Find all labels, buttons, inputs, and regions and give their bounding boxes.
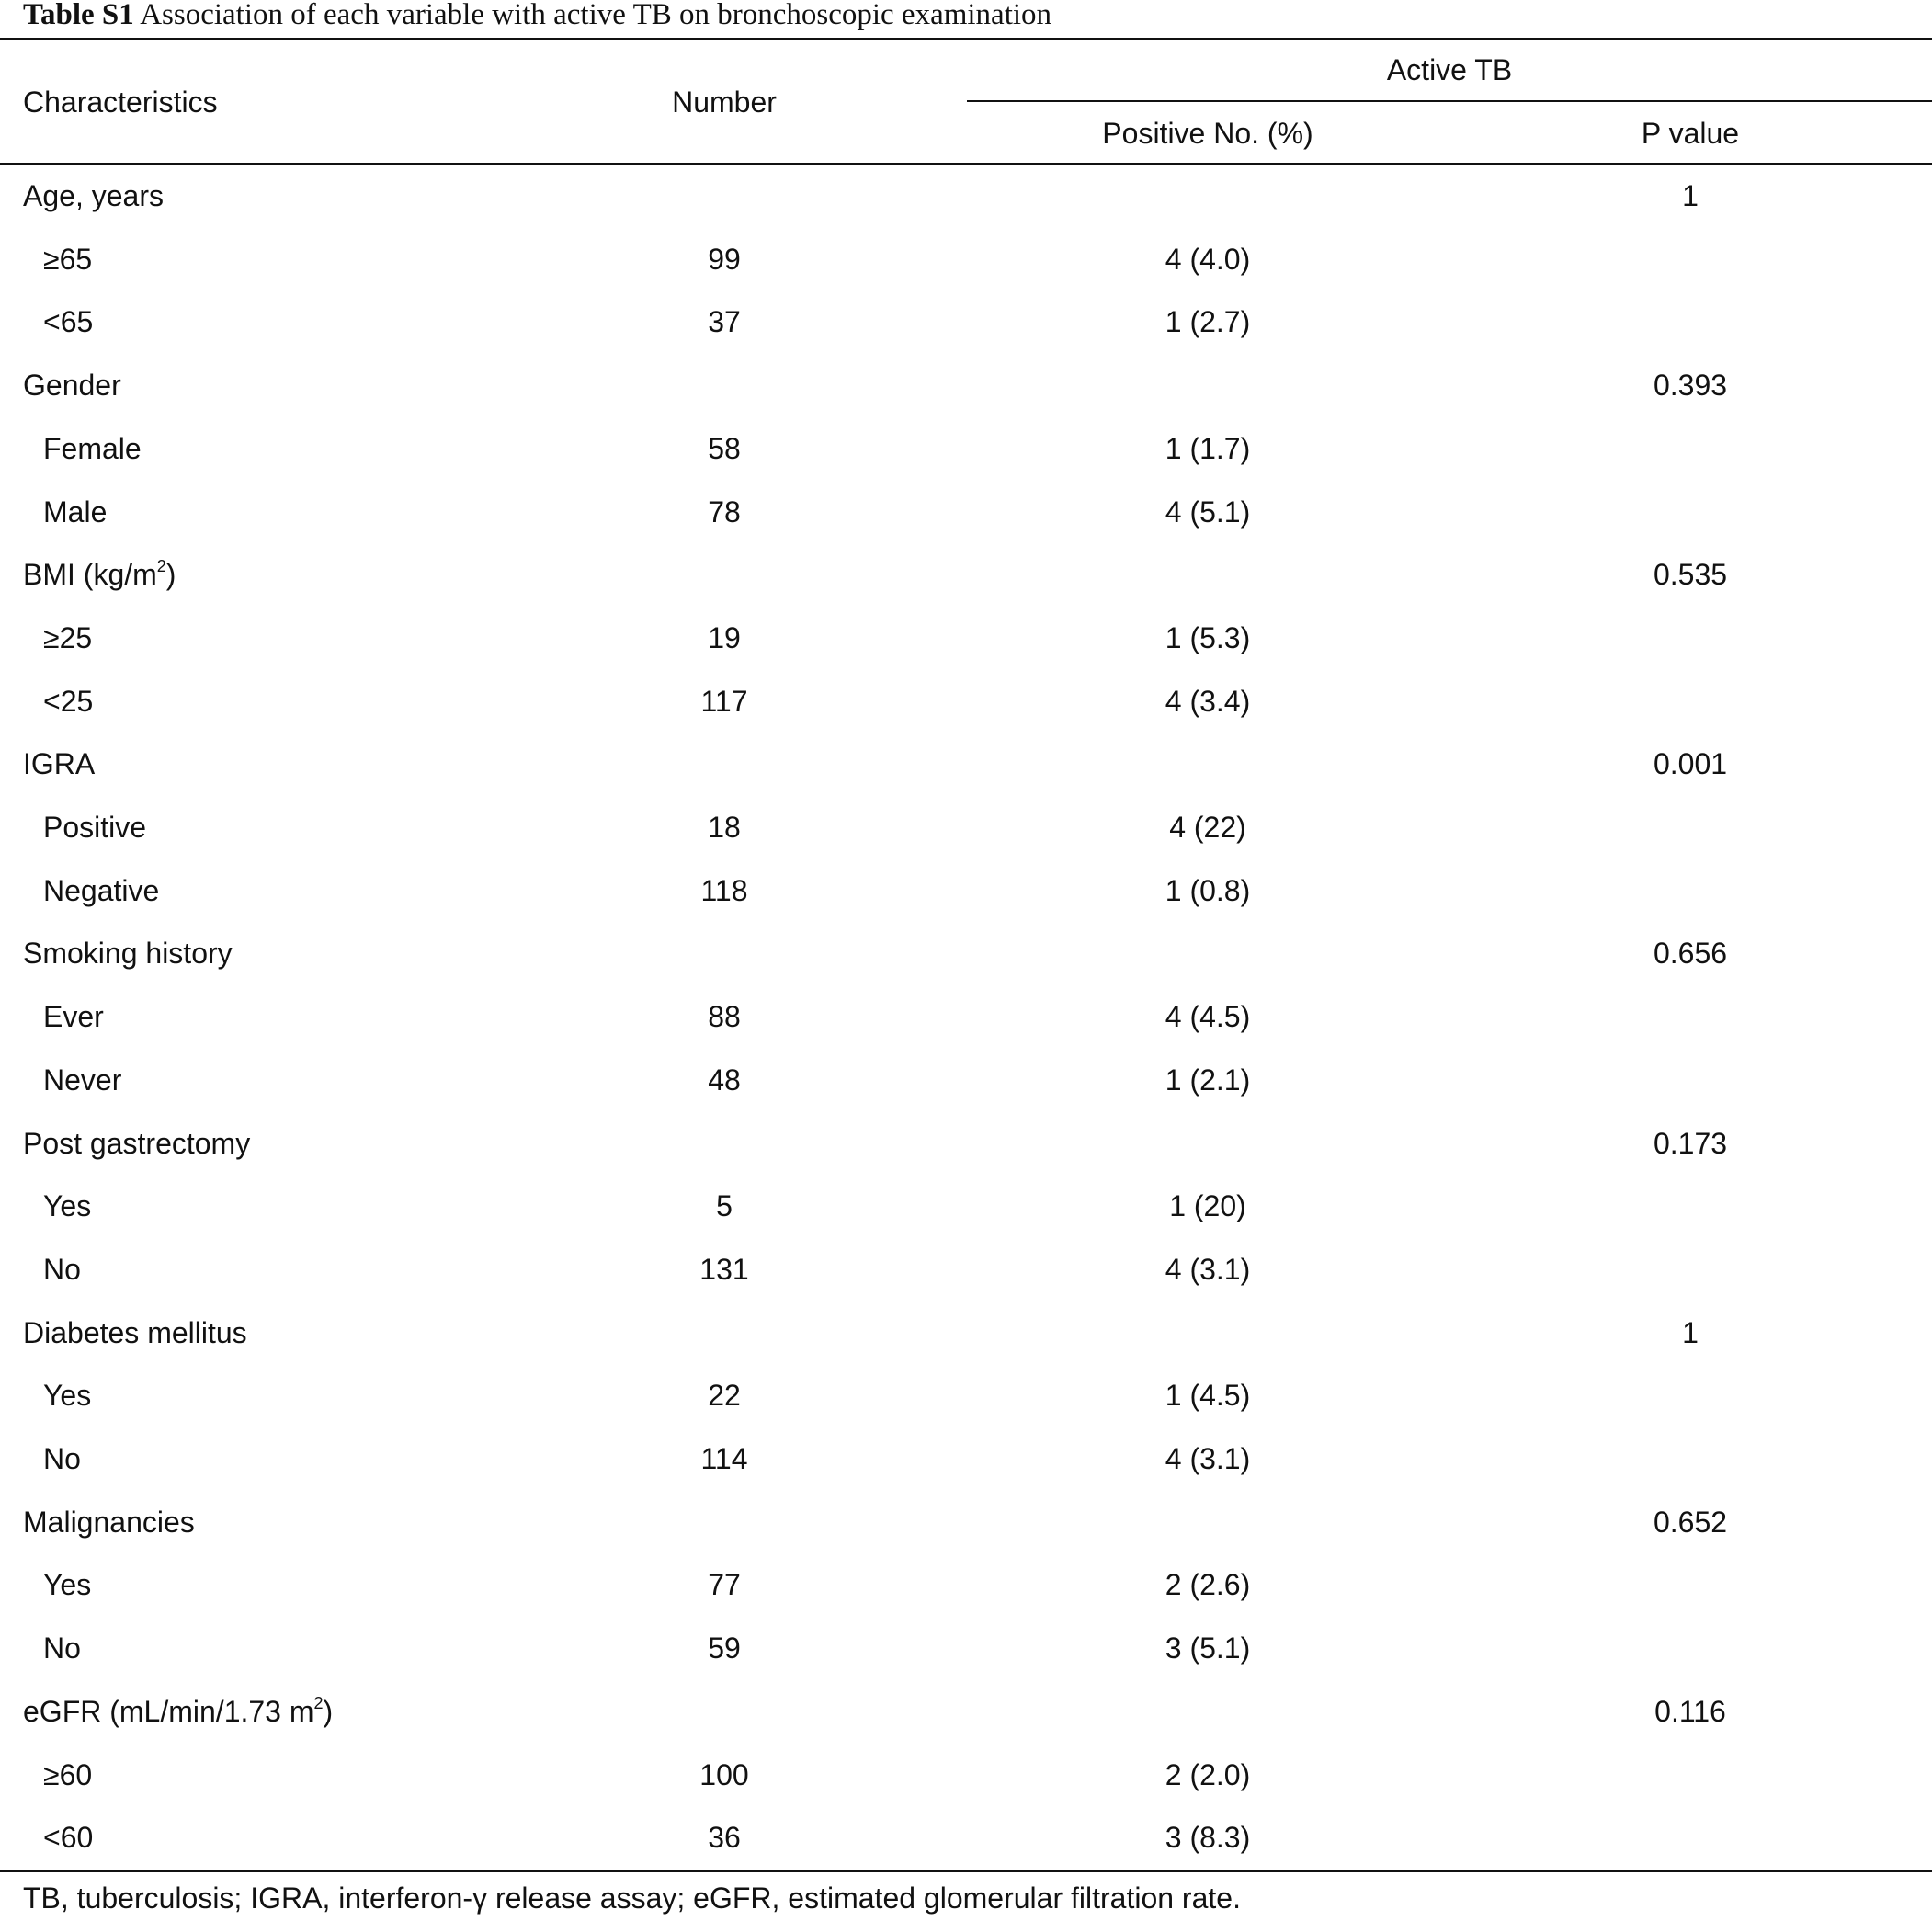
cell-number: 18 (708, 811, 741, 844)
cell-number: 5 (716, 1189, 733, 1223)
cell-positive: 3 (8.3) (1165, 1821, 1251, 1855)
cell-number: 100 (699, 1757, 749, 1791)
cell-positive: 4 (4.5) (1165, 1000, 1251, 1034)
table-row (0, 1175, 1932, 1238)
table-row-group (0, 733, 1932, 796)
cell-characteristic: Post gastrectomy (23, 1126, 251, 1160)
table-row-group (0, 922, 1932, 985)
table-row (0, 1427, 1932, 1491)
table-row (0, 1238, 1932, 1302)
cell-number (542, 733, 906, 796)
cell-characteristic: No (43, 1442, 81, 1475)
cell-p-value (1449, 1744, 1932, 1807)
cell-number: 117 (700, 684, 748, 718)
cell-number: 36 (708, 1821, 741, 1855)
cell-positive: 2 (2.6) (1165, 1568, 1251, 1602)
table-row (0, 417, 1932, 481)
cell-p-value (1449, 1175, 1932, 1238)
cell-number (542, 1302, 906, 1365)
cell-positive: 4 (3.4) (1165, 684, 1251, 718)
cell-p-value (1449, 481, 1932, 544)
cell-characteristic: eGFR (mL/min/1.73 $m^2$) (23, 1693, 334, 1728)
cell-number (542, 1112, 906, 1176)
cell-number: 131 (699, 1252, 749, 1286)
cell-positive: 3 (5.1) (1165, 1631, 1251, 1665)
cell-number (542, 922, 906, 985)
cell-p-value (1449, 796, 1932, 859)
cell-positive (967, 1302, 1449, 1365)
table-row (0, 1553, 1932, 1617)
header-p-value: P value (1641, 117, 1740, 150)
table-row-group (0, 1491, 1932, 1554)
cell-p-value (1449, 607, 1932, 670)
cell-p-value (1449, 1238, 1932, 1302)
cell-characteristic: Malignancies (23, 1505, 195, 1539)
cell-positive: 1 (0.8) (1165, 873, 1251, 907)
cell-characteristic: Diabetes mellitus (23, 1315, 247, 1349)
cell-p-value (1449, 1553, 1932, 1617)
cell-characteristic: IGRA (23, 747, 96, 781)
table-caption (23, 0, 1051, 37)
cell-number: 59 (708, 1631, 741, 1665)
cell-characteristic: Positive (43, 811, 147, 844)
cell-characteristic: Yes (43, 1379, 92, 1413)
table-row-group (0, 354, 1932, 417)
cell-p-value: 0.116 (1654, 1694, 1726, 1728)
cell-characteristic: Yes (43, 1568, 92, 1602)
table-row (0, 1364, 1932, 1427)
cell-p-value (1449, 1806, 1932, 1870)
cell-characteristic: Age, years (23, 179, 164, 212)
cell-number (542, 543, 906, 607)
cell-positive: 1 (5.3) (1165, 620, 1251, 654)
cell-characteristic: ≥60 (43, 1757, 93, 1791)
cell-p-value (1449, 290, 1932, 354)
table-row-group (0, 1302, 1932, 1365)
cell-p-value (1449, 670, 1932, 733)
table-row (0, 228, 1932, 291)
cell-p-value (1449, 1049, 1932, 1112)
table-row (0, 1617, 1932, 1680)
cell-number: 19 (708, 620, 741, 654)
cell-positive (967, 1680, 1449, 1744)
footnote: TB, tuberculosis; IGRA, interferon-γ release assay; eGFR, estimated glomerular filtration rate. (23, 1881, 1241, 1915)
cell-positive (967, 1491, 1449, 1554)
cell-positive (967, 922, 1449, 985)
table-row-group (0, 543, 1932, 607)
cell-characteristic: Male (43, 494, 108, 529)
cell-p-value: 0.393 (1653, 369, 1728, 403)
cell-p-value (1449, 1427, 1932, 1491)
cell-number (542, 354, 906, 417)
header-characteristics: Characteristics (23, 85, 218, 119)
cell-number: 37 (708, 305, 741, 339)
bottom-rule (0, 1870, 1932, 1872)
cell-positive (967, 1112, 1449, 1176)
table-label: Table S1 (23, 0, 134, 31)
cell-characteristic: Never (43, 1063, 122, 1097)
cell-characteristic: BMI $(kg/m^2)$ (23, 557, 176, 592)
cell-positive: 4 (3.1) (1165, 1442, 1251, 1475)
cell-positive: 1 (1.7) (1165, 431, 1251, 465)
header-active-tb: Active TB (1386, 53, 1513, 86)
table-row (0, 290, 1932, 354)
cell-p-value: 1 (1682, 1315, 1699, 1349)
table-row (0, 607, 1932, 670)
table-row (0, 1744, 1932, 1807)
table-row-group (0, 1112, 1932, 1176)
cell-characteristic: ≥25 (43, 620, 93, 654)
cell-number (542, 165, 906, 228)
table-row (0, 796, 1932, 859)
cell-positive: 4 (4.0) (1165, 242, 1251, 276)
table-row (0, 670, 1932, 733)
cell-characteristic: <60 (43, 1821, 94, 1855)
cell-characteristic: Female (43, 431, 142, 465)
cell-positive (967, 733, 1449, 796)
cell-characteristic: Ever (43, 1000, 104, 1034)
cell-characteristic: No (43, 1631, 81, 1665)
cell-positive: 1 (2.1) (1165, 1063, 1251, 1097)
cell-number: 99 (708, 242, 741, 276)
table-row-group (0, 165, 1932, 228)
cell-characteristic: <25 (43, 684, 94, 718)
cell-p-value (1449, 417, 1932, 481)
table-row (0, 1806, 1932, 1870)
cell-p-value (1449, 985, 1932, 1049)
table-row-group (0, 1680, 1932, 1744)
cell-number (542, 1491, 906, 1554)
cell-number (542, 1680, 906, 1744)
cell-characteristic: Negative (43, 873, 160, 907)
cell-p-value: 0.001 (1653, 747, 1728, 781)
cell-positive: 4 (22) (1169, 811, 1246, 844)
cell-positive: 4 (5.1) (1165, 494, 1251, 529)
cell-number: 88 (708, 1000, 741, 1034)
cell-p-value (1449, 1617, 1932, 1680)
cell-positive: 1 (4.5) (1165, 1379, 1251, 1413)
table-row (0, 1049, 1932, 1112)
cell-p-value (1449, 228, 1932, 291)
cell-number: 58 (708, 431, 741, 465)
cell-characteristic: Yes (43, 1189, 92, 1223)
cell-number: 78 (708, 494, 741, 529)
cell-number: 22 (708, 1379, 741, 1413)
cell-number: 77 (708, 1568, 741, 1602)
cell-characteristic: Smoking history (23, 937, 233, 971)
cell-positive (967, 165, 1449, 228)
cell-number: 48 (708, 1063, 741, 1097)
cell-positive (967, 354, 1449, 417)
cell-p-value (1449, 1364, 1932, 1427)
cell-p-value: 0.656 (1653, 937, 1728, 971)
table-row (0, 481, 1932, 544)
cell-characteristic: <65 (43, 305, 94, 339)
cell-p-value: 1 (1682, 179, 1699, 212)
header-number: Number (672, 85, 777, 119)
cell-characteristic: ≥65 (43, 242, 93, 276)
table-row (0, 985, 1932, 1049)
cell-p-value: 0.535 (1653, 558, 1728, 592)
table-row (0, 859, 1932, 923)
cell-characteristic: Gender (23, 369, 121, 403)
table-title: Association of each variable with active TB on bronchoscopic examination (140, 0, 1052, 31)
cell-p-value: 0.652 (1653, 1505, 1728, 1539)
cell-positive: 1 (2.7) (1165, 305, 1251, 339)
cell-p-value: 0.173 (1653, 1126, 1728, 1160)
cell-positive: 4 (3.1) (1165, 1252, 1251, 1286)
cell-number: 118 (700, 873, 748, 907)
cell-number: 114 (700, 1442, 748, 1475)
cell-characteristic: No (43, 1252, 81, 1286)
header-positive: Positive No. (%) (1102, 117, 1313, 150)
cell-positive (967, 543, 1449, 607)
cell-p-value (1449, 859, 1932, 923)
cell-positive: 1 (20) (1169, 1189, 1246, 1223)
cell-positive: 2 (2.0) (1165, 1757, 1251, 1791)
